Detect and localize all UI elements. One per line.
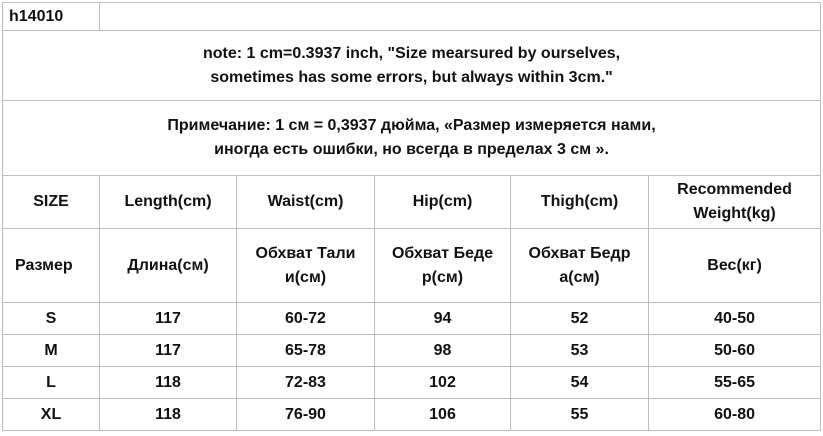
size-chart-table xyxy=(2,2,821,431)
weight-cell: 60-80 xyxy=(649,399,821,431)
header-thigh: Thigh(cm) xyxy=(511,176,649,229)
length-cell: 118 xyxy=(100,399,237,431)
note-english: note: 1 cm=0.3937 inch, "Size mearsured by ourselves, sometimes has some errors, but always within 3cm." xyxy=(3,31,821,101)
thigh-cell: 52 xyxy=(511,303,649,335)
size-cell: XL xyxy=(3,399,100,431)
hip-cell: 98 xyxy=(375,335,511,367)
header-row-russian xyxy=(3,229,821,303)
header-size-ru: Размер xyxy=(3,229,100,303)
weight-cell: 50-60 xyxy=(649,335,821,367)
thigh-cell: 54 xyxy=(511,367,649,399)
table-row xyxy=(3,399,821,431)
size-cell: L xyxy=(3,367,100,399)
header-thigh-ru: Обхват Бедр а(см) xyxy=(511,229,649,303)
header-waist: Waist(cm) xyxy=(237,176,375,229)
length-cell: 117 xyxy=(100,335,237,367)
header-waist-ru: Обхват Тали и(см) xyxy=(237,229,375,303)
weight-cell: 55-65 xyxy=(649,367,821,399)
waist-cell: 76-90 xyxy=(237,399,375,431)
note-russian: Примечание: 1 см = 0,3937 дюйма, «Размер измеряется нами, иногда есть ошибки, но всегда в пределах 3 см ». xyxy=(3,101,821,176)
note-ru-row xyxy=(3,101,821,176)
size-cell: M xyxy=(3,335,100,367)
waist-cell: 72-83 xyxy=(237,367,375,399)
length-cell: 117 xyxy=(100,303,237,335)
length-cell: 118 xyxy=(100,367,237,399)
hip-cell: 102 xyxy=(375,367,511,399)
code-row-blank xyxy=(100,3,821,31)
header-row-english xyxy=(3,176,821,229)
header-hip-ru: Обхват Беде р(см) xyxy=(375,229,511,303)
size-cell: S xyxy=(3,303,100,335)
weight-cell: 40-50 xyxy=(649,303,821,335)
table-row xyxy=(3,335,821,367)
thigh-cell: 53 xyxy=(511,335,649,367)
hip-cell: 94 xyxy=(375,303,511,335)
header-weight-ru: Вес(кг) xyxy=(649,229,821,303)
header-size: SIZE xyxy=(3,176,100,229)
header-length-ru: Длина(см) xyxy=(100,229,237,303)
hip-cell: 106 xyxy=(375,399,511,431)
table-row xyxy=(3,367,821,399)
waist-cell: 65-78 xyxy=(237,335,375,367)
code-row xyxy=(3,3,821,31)
table-row xyxy=(3,303,821,335)
header-hip: Hip(cm) xyxy=(375,176,511,229)
product-code: h14010 xyxy=(3,3,100,31)
thigh-cell: 55 xyxy=(511,399,649,431)
header-length: Length(cm) xyxy=(100,176,237,229)
note-en-row xyxy=(3,31,821,101)
waist-cell: 60-72 xyxy=(237,303,375,335)
header-weight: Recommended Weight(kg) xyxy=(649,176,821,229)
